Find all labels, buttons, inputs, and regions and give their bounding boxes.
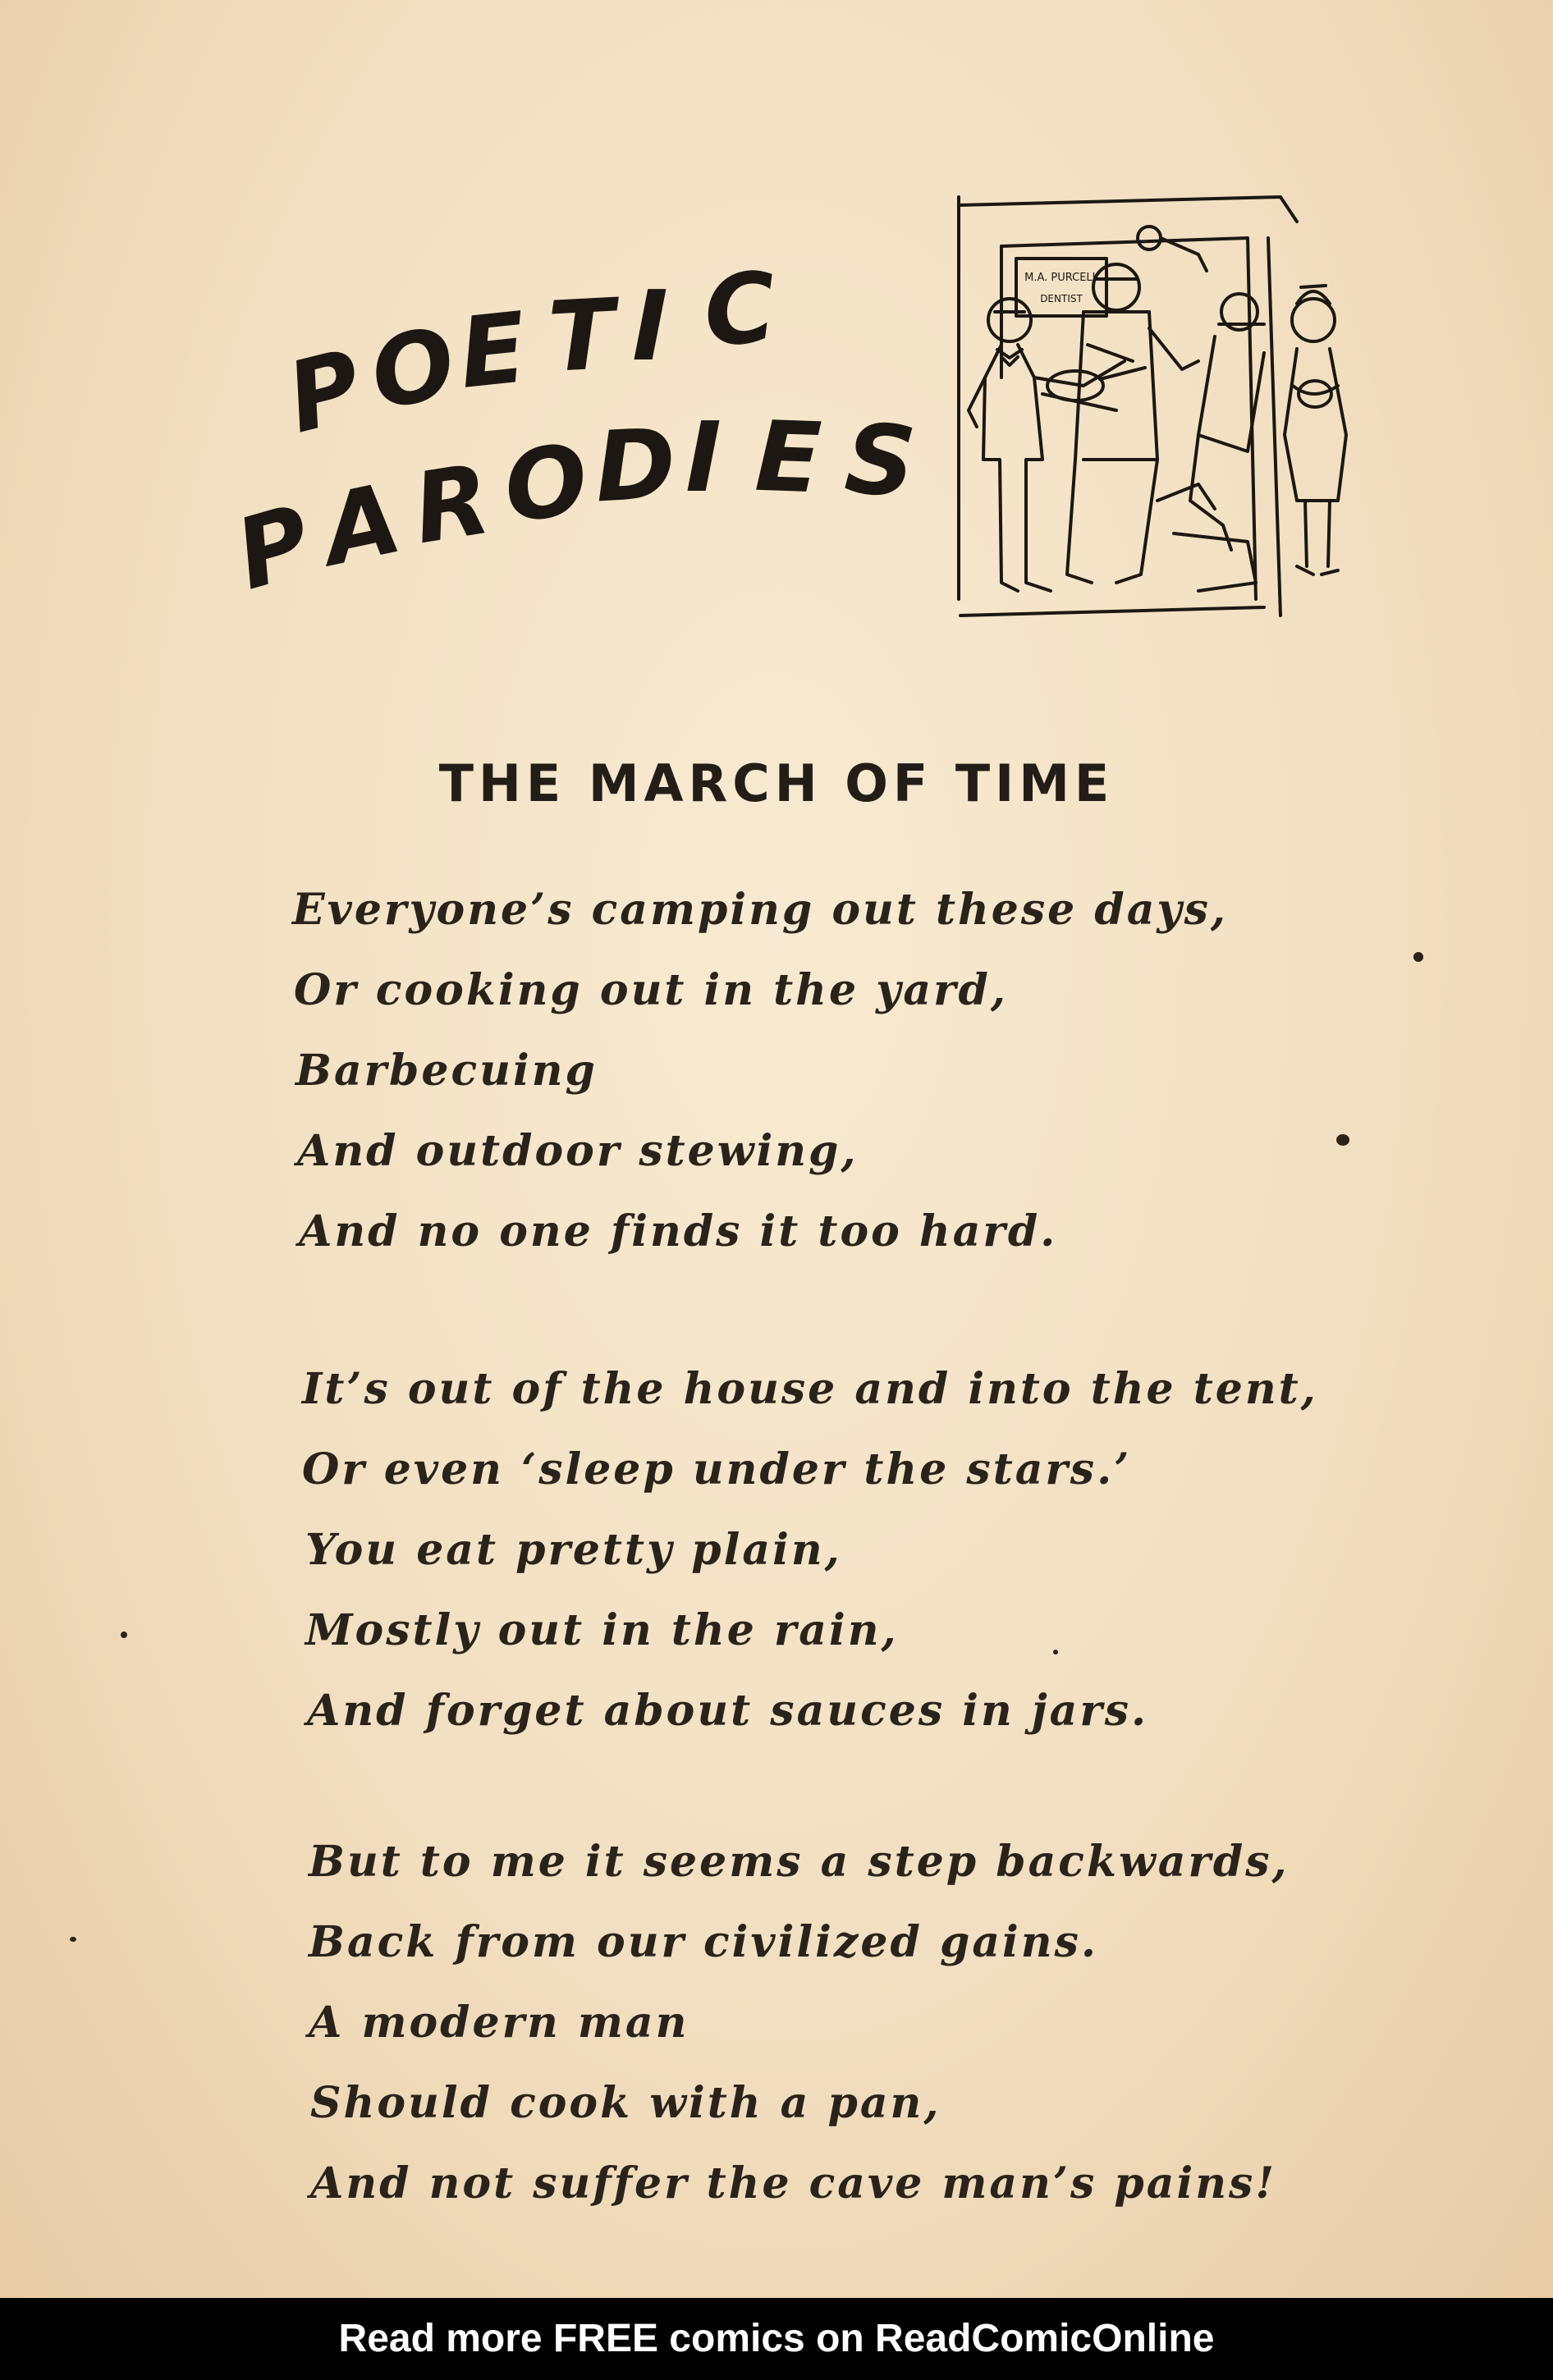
poem-line: You eat pretty plain,: [305, 1525, 842, 1575]
title-letter: O: [499, 423, 593, 544]
title-letter: O: [362, 305, 464, 432]
paper-speck: [1336, 1134, 1349, 1146]
title-letter: A: [313, 461, 410, 588]
poem-line: And not suffer the cave man’s pains!: [310, 2158, 1277, 2208]
sign-line-2: DENTIST: [1040, 293, 1083, 304]
poem-line: Barbecuing: [295, 1046, 598, 1096]
poem-line: Back from our civilized gains.: [309, 1917, 1098, 1967]
poem-line: And outdoor stewing,: [297, 1126, 859, 1176]
poem-line: It’s out of the house and into the tent,: [302, 1364, 1318, 1414]
title-letter: R: [405, 442, 498, 566]
poem-line: Mostly out in the rain,: [305, 1605, 899, 1655]
title-letter: S: [841, 401, 919, 519]
title-letter: C: [700, 250, 780, 368]
poem-line: A modern man: [309, 1998, 689, 2048]
poem-line: And forget about sauces in jars.: [307, 1686, 1149, 1736]
poem-line: But to me it seems a step backwards,: [309, 1837, 1290, 1887]
title-letter: T: [545, 277, 618, 395]
paper-speck: [121, 1632, 127, 1638]
poem-line: And no one finds it too hard.: [299, 1206, 1058, 1256]
paper-speck: [70, 1937, 76, 1942]
footer-banner[interactable]: [0, 2298, 1553, 2380]
poem-line: Or even ‘sleep under the stars.’: [302, 1444, 1132, 1494]
footer-link-text[interactable]: Read more FREE comics on ReadComicOnline: [338, 2317, 1215, 2360]
sign-line-1: M.A. PURCELL: [1024, 272, 1098, 284]
title-letter: P: [276, 327, 373, 455]
title-letter: D: [592, 406, 679, 524]
paper-speck: [1413, 952, 1423, 962]
title-letter: I: [685, 400, 722, 514]
title-letter: I: [632, 269, 668, 382]
poem-title: THE MARCH OF TIME: [438, 753, 1115, 813]
poem-line: Or cooking out in the yard,: [294, 965, 1008, 1015]
dentist-cartoon-illustration: [952, 189, 1363, 632]
title-letter: P: [223, 483, 323, 612]
title-letter: E: [454, 291, 532, 410]
poem-line: Everyone’s camping out these days,: [292, 885, 1228, 935]
title-letter: E: [753, 399, 823, 515]
poem-line: Should cook with a pan,: [310, 2078, 941, 2128]
paper-speck: [1053, 1650, 1058, 1655]
